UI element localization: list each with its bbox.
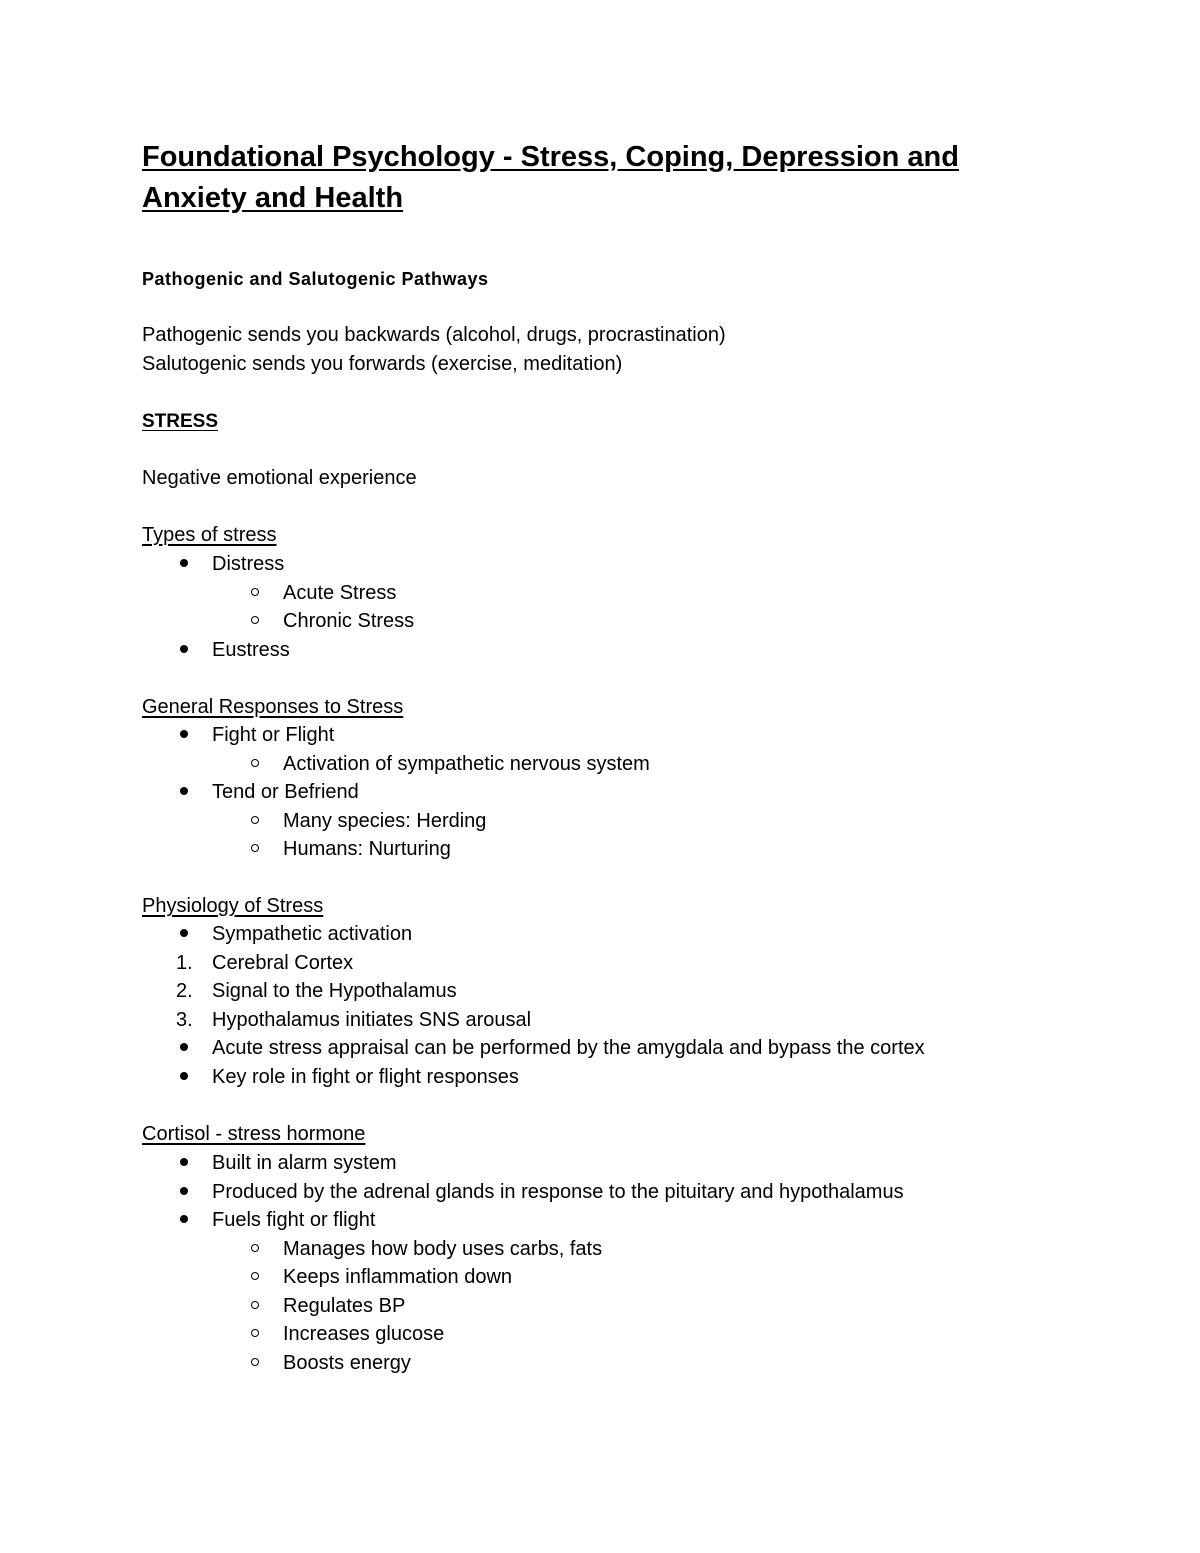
list-item: Fuels fight or flight (142, 1206, 904, 1235)
circle-bullet-icon (251, 1301, 259, 1309)
list-item: 1. Cerebral Cortex (176, 951, 354, 974)
responses-heading: General Responses to Stress (142, 696, 404, 718)
stress-heading: STRESS (142, 411, 219, 432)
list-item: Regulates BP (142, 1292, 904, 1321)
circle-bullet-icon (251, 816, 259, 824)
cortisol-list (142, 1149, 904, 1377)
list-item: Key role in fight or flight responses (142, 1063, 925, 1092)
bullet-icon (180, 559, 188, 567)
cortisol-heading: Cortisol - stress hormone (142, 1123, 366, 1145)
bullet-icon (180, 787, 188, 795)
list-item: Sympathetic activation (142, 920, 925, 949)
circle-bullet-icon (251, 844, 259, 852)
list-item: Increases glucose (142, 1320, 904, 1349)
bullet-icon (180, 1158, 188, 1166)
physiology-list (142, 920, 925, 1091)
circle-bullet-icon (251, 759, 259, 767)
list-item: Keeps inflammation down (142, 1263, 904, 1292)
list-item: Chronic Stress (142, 607, 414, 636)
list-item: Manages how body uses carbs, fats (142, 1235, 904, 1264)
bullet-icon (180, 730, 188, 738)
circle-bullet-icon (251, 1272, 259, 1280)
list-item: Activation of sympathetic nervous system (142, 750, 650, 779)
list-item: Produced by the adrenal glands in response to the pituitary and hypothalamus (142, 1178, 904, 1207)
bullet-icon (180, 1043, 188, 1051)
types-heading: Types of stress (142, 524, 277, 546)
stress-definition: Negative emotional experience (142, 467, 417, 489)
responses-list (142, 721, 650, 864)
pathways-heading: Pathogenic and Salutogenic Pathways (142, 269, 489, 289)
types-list (142, 550, 414, 664)
bullet-icon (180, 1215, 188, 1223)
circle-bullet-icon (251, 1244, 259, 1252)
list-item: Boosts energy (142, 1349, 904, 1378)
list-item: Built in alarm system (142, 1149, 904, 1178)
list-item: Tend or Befriend (142, 778, 650, 807)
list-item: Humans: Nurturing (142, 835, 650, 864)
bullet-icon (180, 645, 188, 653)
pathogenic-line: Pathogenic sends you backwards (alcohol, drugs, procrastination) (142, 324, 726, 346)
list-item: Acute stress appraisal can be performed by the amygdala and bypass the cortex (142, 1034, 925, 1063)
list-item: Distress (142, 550, 414, 579)
bullet-icon (180, 929, 188, 937)
list-item: Fight or Flight (142, 721, 650, 750)
list-item: 2. Signal to the Hypothalamus (176, 980, 457, 1002)
salutogenic-line: Salutogenic sends you forwards (exercise, meditation) (142, 353, 623, 375)
circle-bullet-icon (251, 1329, 259, 1337)
circle-bullet-icon (251, 616, 259, 624)
circle-bullet-icon (251, 588, 259, 596)
document-title: Foundational Psychology - Stress, Coping, Depression and Anxiety and Health (142, 141, 959, 214)
list-item: Eustress (142, 636, 414, 665)
circle-bullet-icon (251, 1358, 259, 1366)
list-item: Many species: Herding (142, 807, 650, 836)
list-item: 3. Hypothalamus initiates SNS arousal (176, 1008, 532, 1031)
list-item: Acute Stress (142, 579, 414, 608)
physiology-heading: Physiology of Stress (142, 895, 324, 917)
bullet-icon (180, 1187, 188, 1195)
bullet-icon (180, 1072, 188, 1080)
